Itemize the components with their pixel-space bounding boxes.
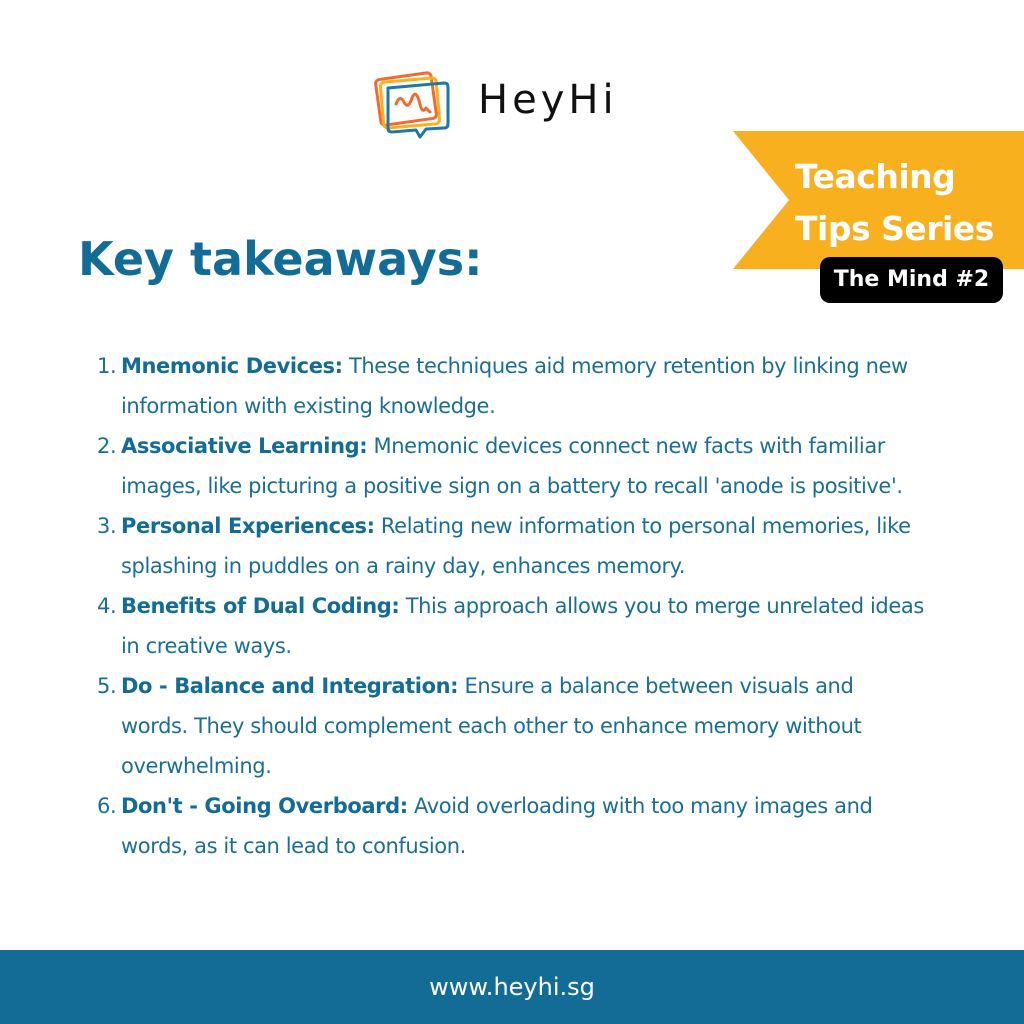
- list-item: 6. Don't - Going Overboard: Avoid overloading with too many images and words, as it can lead to confusion.: [97, 794, 873, 858]
- takeaways-list: [84, 346, 924, 866]
- brand-name: HeyHi: [478, 77, 618, 123]
- list-item: 5. Do - Balance and Integration: Ensure a balance between visuals and words. They should complement each other to enhance memory without overwhelming.: [97, 674, 862, 778]
- speech-bubble-squiggle-icon: [374, 64, 454, 148]
- website-link[interactable]: www.heyhi.sg: [429, 973, 595, 1001]
- list-item: 3. Personal Experiences: Relating new information to personal memories, like splashing in puddles on a rainy day, enhances memory.: [97, 514, 911, 578]
- list-item: 4. Benefits of Dual Coding: This approach allows you to merge unrelated ideas in creative ways.: [97, 594, 924, 658]
- series-title: Teaching Tips Series: [795, 157, 994, 248]
- series-ribbon: [733, 131, 1024, 269]
- episode-badge: The Mind #2: [820, 257, 1003, 303]
- brand-logo: [374, 66, 618, 146]
- page-title: Key takeaways:: [78, 232, 483, 286]
- footer-band: [0, 950, 1024, 1024]
- list-item: 2. Associative Learning: Mnemonic devices connect new facts with familiar images, like picturing a positive sign on a battery to recall 'anode is positive'.: [97, 434, 903, 498]
- list-item: 1. Mnemonic Devices: These techniques aid memory retention by linking new information with existing knowledge.: [97, 354, 908, 418]
